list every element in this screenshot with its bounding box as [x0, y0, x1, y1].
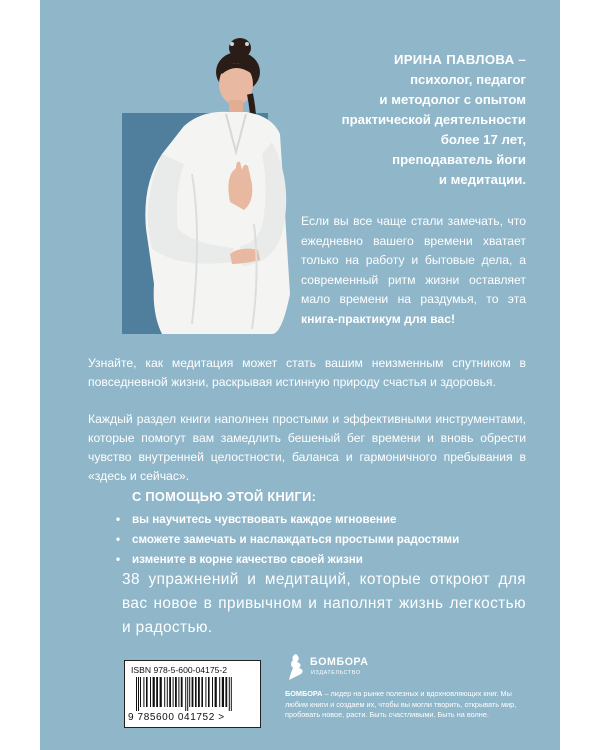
bullet-icon: •: [116, 533, 121, 546]
author-bio-line: преподаватель йоги: [392, 152, 526, 167]
benefit-text: вы научитесь чувствовать каждое мгновение: [132, 513, 397, 526]
publisher-text: – лидер на рынке полезных и вдохновляющих книг. Мы любим книги и создаем их, чтобы вы могли творить, открывать мир, пробовать новое, расти. Быть счастливыми. Быть на волне.: [285, 689, 517, 720]
author-bio-line: практической деятельности: [341, 112, 526, 127]
wave-logo-icon: [285, 652, 307, 682]
publisher-description: [285, 689, 530, 721]
publisher-logo: [285, 650, 405, 684]
bullet-icon: •: [116, 553, 121, 566]
intro-highlight: книга-практикум для вас!: [301, 311, 456, 326]
promo-text: 38 упражнений и медитаций, которые откроют для вас новое в привычном и наполнят жизнь легкостью и радостью.: [122, 571, 526, 636]
publisher-name: БОМБОРА: [285, 689, 323, 698]
back-cover: [40, 0, 560, 750]
barcode-bars-icon: [135, 677, 253, 711]
author-photo: [122, 34, 292, 334]
list-item: [112, 510, 532, 530]
author-bio: [301, 50, 526, 190]
author-name: ИРИНА ПАВЛОВА –: [393, 52, 526, 67]
logo-subtitle: ИЗДАТЕЛЬСТВО: [311, 670, 361, 676]
benefit-text: сможете замечать и наслаждаться простыми радостями: [132, 533, 460, 546]
bullet-icon: •: [116, 513, 121, 526]
list-item: [112, 550, 532, 570]
author-bio-line: более 17 лет,: [440, 132, 526, 147]
author-bio-line: и методолог с опытом: [379, 92, 526, 107]
barcode: [124, 660, 261, 728]
logo-name: БОМБОРА: [310, 656, 369, 668]
author-bio-line: психолог, педагог: [410, 72, 526, 87]
intro-text: [301, 212, 526, 329]
intro-body: Если вы все чаще стали замечать, что ежедневно вашего времени хватает только на работу и бытовые дела, а современный ритм жизни оставляет мало времени на раздумья, то эта: [301, 214, 526, 306]
benefits-title: С ПОМОЩЬЮ ЭТОЙ КНИГИ:: [132, 489, 317, 504]
barcode-number: 9 785600 041752 >: [128, 712, 225, 723]
description-paragraph: Каждый раздел книги наполнен простыми и эффективными инструментами, которые помогут вам замедлить бешеный бег времени и вновь обрести чувство внутренней целостности, баланса и гармоничного пребывания в «здесь и сейчас».: [88, 412, 526, 483]
benefits-list: [112, 510, 532, 570]
author-bio-line: и медитации.: [438, 172, 526, 187]
list-item: [112, 530, 532, 550]
isbn-label: ISBN 978-5-600-04175-2: [131, 665, 228, 675]
benefit-text: измените в корне качество своей жизни: [132, 553, 363, 566]
description-paragraph: Узнайте, как медитация может стать вашим неизменным спутником в повседневной жизни, раскрывая истинную природу счастья и здоровья.: [88, 356, 526, 389]
